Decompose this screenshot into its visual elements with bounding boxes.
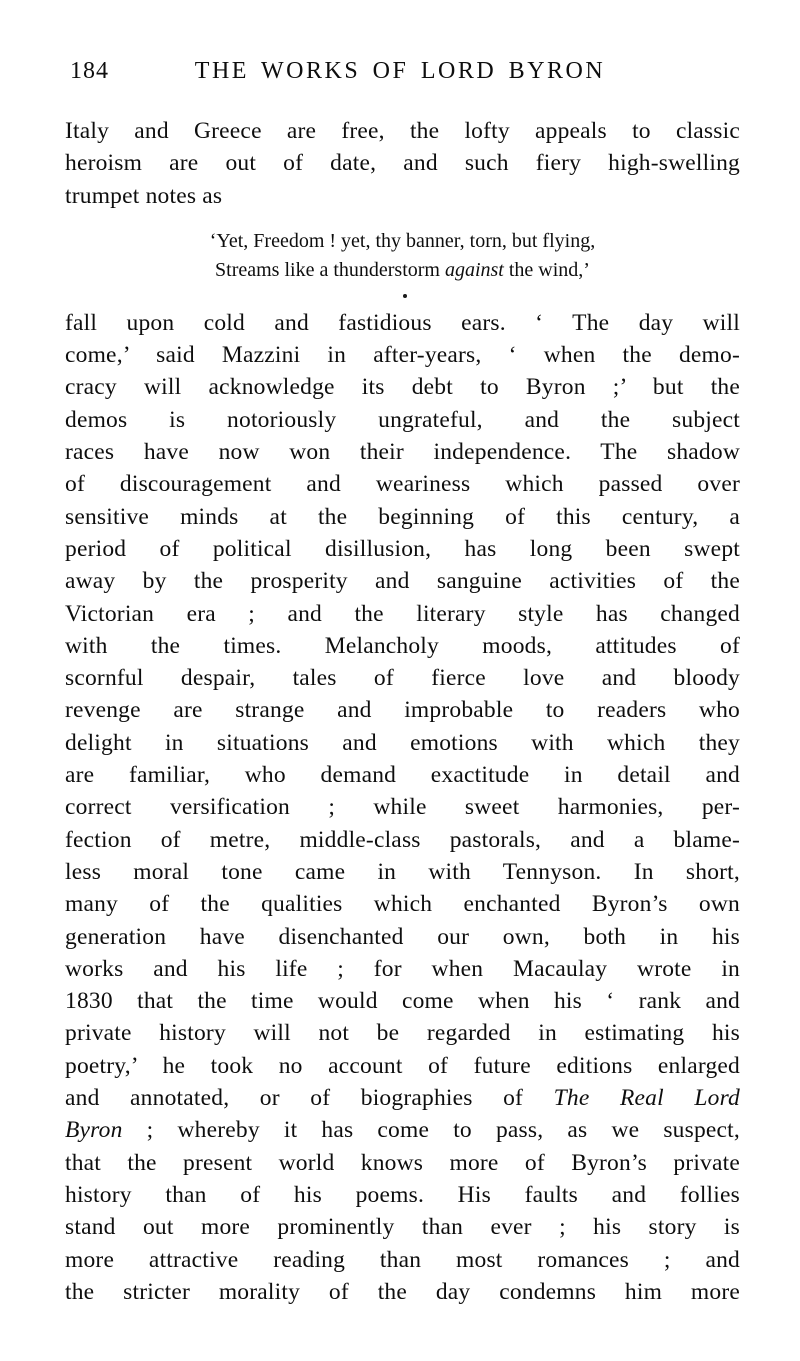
paragraph-opening (65, 115, 740, 212)
paragraph-main (65, 307, 740, 1308)
text-line: revenge are strange and improbable to readers who (65, 697, 740, 724)
running-title: THE WORKS OF LORD BYRON (194, 58, 606, 84)
text-line: many of the qualities which enchanted Byron’s own (65, 891, 740, 918)
text-line: that the present world knows more of Byron’s private (65, 1149, 740, 1176)
text-line: period of political disillusion, has long been swept (65, 535, 740, 562)
text-line: Victorian era ; and the literary style has changed (65, 600, 740, 627)
text-line: trumpet notes as (65, 182, 223, 209)
verse-quote (65, 227, 740, 286)
text-line: ‘Yet, Freedom ! yet, thy banner, torn, but flying, (209, 229, 596, 252)
text-line: 1830 that the time would come when his ‘ rank and (65, 988, 740, 1015)
text-line: Byron ; whereby it has come to pass, as we suspect, (65, 1117, 740, 1144)
text-line: races have now won their independence. The shadow (65, 439, 740, 466)
running-header (65, 58, 740, 92)
text-line: away by the prosperity and sanguine activities of the (65, 568, 740, 595)
text-line: fall upon cold and fastidious ears. ‘ The day will (65, 309, 740, 336)
ink-speck (403, 294, 407, 298)
text-line: works and his life ; for when Macaulay wrote in (65, 955, 740, 982)
text-line: delight in situations and emotions with which they (65, 729, 740, 756)
text-line: of discouragement and weariness which passed over (65, 471, 740, 498)
text-line: Streams like a thunderstorm against the wind,’ (215, 259, 590, 282)
text-line: demos is notoriously ungrateful, and the subject (65, 406, 740, 433)
text-line: cracy will acknowledge its debt to Byron ;’ but the (65, 374, 740, 401)
text-line: fection of metre, middle-class pastorals, and a blame- (65, 826, 740, 853)
text-line: with the times. Melancholy moods, attitudes of (65, 632, 740, 659)
text-line: poetry,’ he took no account of future editions enlarged (65, 1052, 740, 1079)
text-line: and annotated, or of biographies of The Real Lord (65, 1085, 740, 1112)
text-line: less moral tone came in with Tennyson. In short, (65, 858, 740, 885)
text-line: are familiar, who demand exactitude in detail and (65, 762, 740, 789)
text-line: the stricter morality of the day condemns him more (65, 1278, 740, 1305)
page-number: 184 (70, 58, 109, 84)
text-line: stand out more prominently than ever ; his story is (65, 1214, 740, 1241)
text-line: sensitive minds at the beginning of this century, a (65, 503, 740, 530)
text-line: heroism are out of date, and such fiery high-swelling (65, 150, 740, 177)
text-line: private history will not be regarded in estimating his (65, 1020, 740, 1047)
text-line: come,’ said Mazzini in after-years, ‘ when the demo- (65, 342, 740, 369)
text-line: generation have disenchanted our own, both in his (65, 923, 740, 950)
text-line: scornful despair, tales of fierce love and bloody (65, 665, 740, 692)
text-line: more attractive reading than most romances ; and (65, 1246, 740, 1273)
text-line: Italy and Greece are free, the lofty appeals to classic (65, 118, 740, 144)
text-line: correct versification ; while sweet harmonies, per- (65, 794, 740, 821)
text-line: history than of his poems. His faults and follies (65, 1181, 740, 1208)
